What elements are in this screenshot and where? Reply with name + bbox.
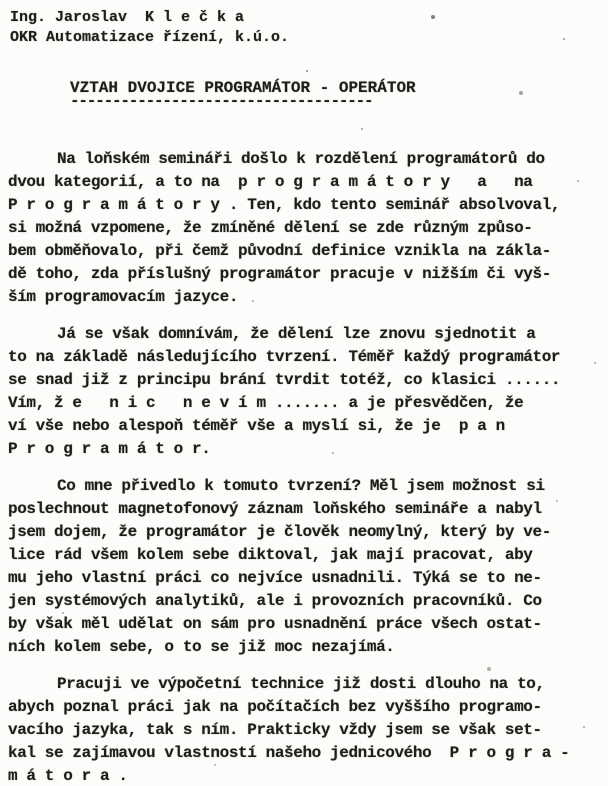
text-line: lice rád všem kolem sebe diktoval, jak mají pracovat, aby bbox=[8, 546, 533, 564]
text-line: dě toho, zda příslušný programátor pracuje v nižším či vyš- bbox=[8, 265, 551, 283]
text-line: to na základě následujícího tvrzení. Téměř každý programátor bbox=[8, 348, 561, 366]
text-line: dvou kategorií, a to na p r o g r a m á t o r y a na bbox=[8, 173, 533, 191]
text-line: Já se však domnívám, že dělení lze znovu sjednotit a bbox=[57, 325, 536, 343]
text-line: P r o g r a m á t o r. bbox=[8, 440, 211, 458]
paragraph-1 bbox=[8, 148, 608, 309]
text-line: jen systémových analytiků, ale i provozních pracovníků. Co bbox=[8, 592, 542, 610]
paragraph-2 bbox=[8, 323, 608, 461]
text-line: Pracuji ve výpočetní technice již dosti dlouho na to, bbox=[57, 675, 545, 693]
author-block bbox=[10, 8, 608, 48]
text-line: se snad již z principu brání tvrdit totéž, co klasici ...... bbox=[8, 371, 561, 389]
text-line: Vím, ž e n i c n e v í m ....... a je přesvědčen, že bbox=[8, 394, 524, 412]
document-title: VZTAH DVOJICE PROGRAMÁTOR - OPERÁTOR bbox=[70, 79, 416, 97]
author-name-line: Ing. Jaroslav K l e č k a bbox=[10, 9, 245, 26]
text-line: by však měl udělat on sám pro usnadnění práce všech ostat- bbox=[8, 615, 542, 633]
text-line: m á t o r a . bbox=[8, 767, 128, 785]
text-line: mu jeho vlastní práci co nejvíce usnadnili. Týká se to ne- bbox=[8, 569, 542, 587]
text-line: P r o g r a m á t o r y . Ten, kdo tento seminář absolvoval, bbox=[8, 196, 561, 214]
text-line: bem obměňovalo, při čemž původní definice vznikla na zákla- bbox=[8, 242, 551, 260]
document-body bbox=[8, 148, 608, 786]
text-line: Co mne přivedlo k tomuto tvrzení? Měl jsem možnost si bbox=[57, 477, 545, 495]
text-line: si možná vzpomene, že zmíněné dělení se zde různým způso- bbox=[8, 219, 533, 237]
text-line: abych poznal práci jak na počítačích bez vyššího programo- bbox=[8, 698, 542, 716]
text-line: Na loňském semináři došlo k rozdělení programátorů do bbox=[57, 150, 545, 168]
text-line: kal se zajímavou vlastností našeho jednicového P r o g r a - bbox=[8, 744, 570, 762]
text-line: vacího jazyka, tak s ním. Prakticky vždy jsem se však set- bbox=[8, 721, 542, 739]
text-line: ních kolem sebe, o to se již moc nezajímá. bbox=[8, 638, 395, 656]
paper-speckles bbox=[0, 0, 2, 2]
text-line: jsem dojem, že programátor je člověk neomylný, který by ve- bbox=[8, 523, 551, 541]
text-line: ví vše nebo alespoň téměř vše a myslí si, že je p a n bbox=[8, 417, 505, 435]
text-line: ším programovacím jazyce. bbox=[8, 288, 239, 306]
text-line: poslechnout magnetofonový záznam loňského semináře a nabyl bbox=[8, 500, 542, 518]
title-underline: ------------------------------------ bbox=[70, 92, 373, 110]
author-org-line: OKR Automatizace řízení, k.ú.o. bbox=[10, 29, 290, 46]
paragraph-4 bbox=[8, 673, 608, 786]
title-block bbox=[70, 79, 608, 110]
paragraph-3 bbox=[8, 475, 608, 659]
